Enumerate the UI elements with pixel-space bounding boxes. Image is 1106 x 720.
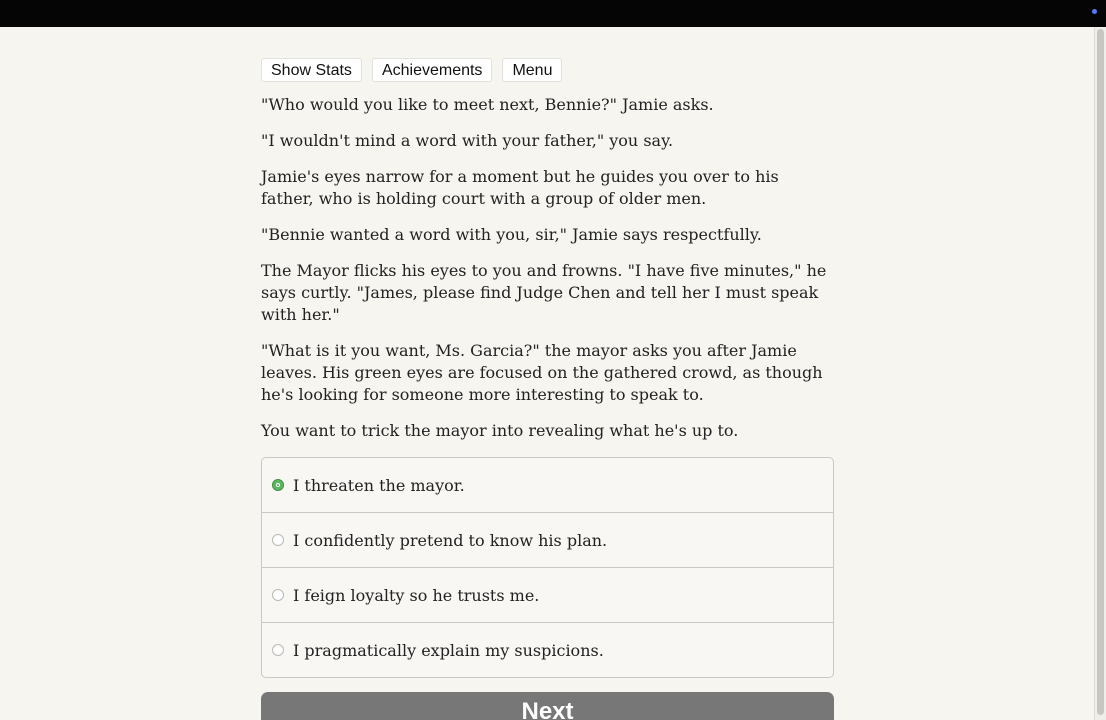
choice-label: I pragmatically explain my suspicions.	[293, 640, 604, 660]
story-paragraph: "I wouldn't mind a word with your father," you say.	[261, 131, 674, 150]
choice-label: I threaten the mayor.	[293, 475, 465, 495]
radio-unselected-icon[interactable]	[272, 534, 284, 546]
scrollbar-thumb[interactable]	[1097, 29, 1104, 715]
choice-option-2[interactable]	[262, 512, 833, 567]
story-paragraph: Jamie's eyes narrow for a moment but he guides you over to his father, who is holding court with a group of older men.	[261, 167, 779, 208]
achievements-button[interactable]: Achievements	[372, 58, 493, 82]
radio-selected-icon[interactable]	[272, 479, 284, 491]
story-paragraph: "Bennie wanted a word with you, sir," Jamie says respectfully.	[261, 225, 762, 244]
choice-label: I confidently pretend to know his plan.	[293, 530, 608, 550]
status-dot-icon	[1092, 9, 1097, 14]
story-text	[261, 94, 834, 442]
game-content	[261, 58, 834, 720]
story-paragraph: "Who would you like to meet next, Bennie?" Jamie asks.	[261, 95, 714, 114]
choice-list	[261, 457, 834, 678]
menu-button[interactable]: Menu	[502, 58, 562, 82]
show-stats-button[interactable]: Show Stats	[261, 58, 362, 82]
toolbar	[261, 58, 834, 82]
window-top-bar	[0, 0, 1106, 27]
next-button[interactable]: Next	[261, 692, 834, 720]
story-paragraph: "What is it you want, Ms. Garcia?" the mayor asks you after Jamie leaves. His green eyes are focused on the gathered crowd, as though he's looking for someone more interesting to speak to.	[261, 341, 823, 404]
story-paragraph: You want to trick the mayor into revealing what he's up to.	[261, 421, 739, 440]
story-paragraph: The Mayor flicks his eyes to you and frowns. "I have five minutes," he says curtly. "James, please find Judge Chen and tell her I must speak with her."	[261, 261, 827, 324]
scrollbar[interactable]	[1094, 27, 1106, 720]
choice-option-3[interactable]	[262, 567, 833, 622]
radio-unselected-icon[interactable]	[272, 589, 284, 601]
choice-option-4[interactable]	[262, 622, 833, 677]
choice-option-1[interactable]	[262, 458, 833, 512]
choice-label: I feign loyalty so he trusts me.	[293, 585, 540, 605]
radio-unselected-icon[interactable]	[272, 644, 284, 656]
